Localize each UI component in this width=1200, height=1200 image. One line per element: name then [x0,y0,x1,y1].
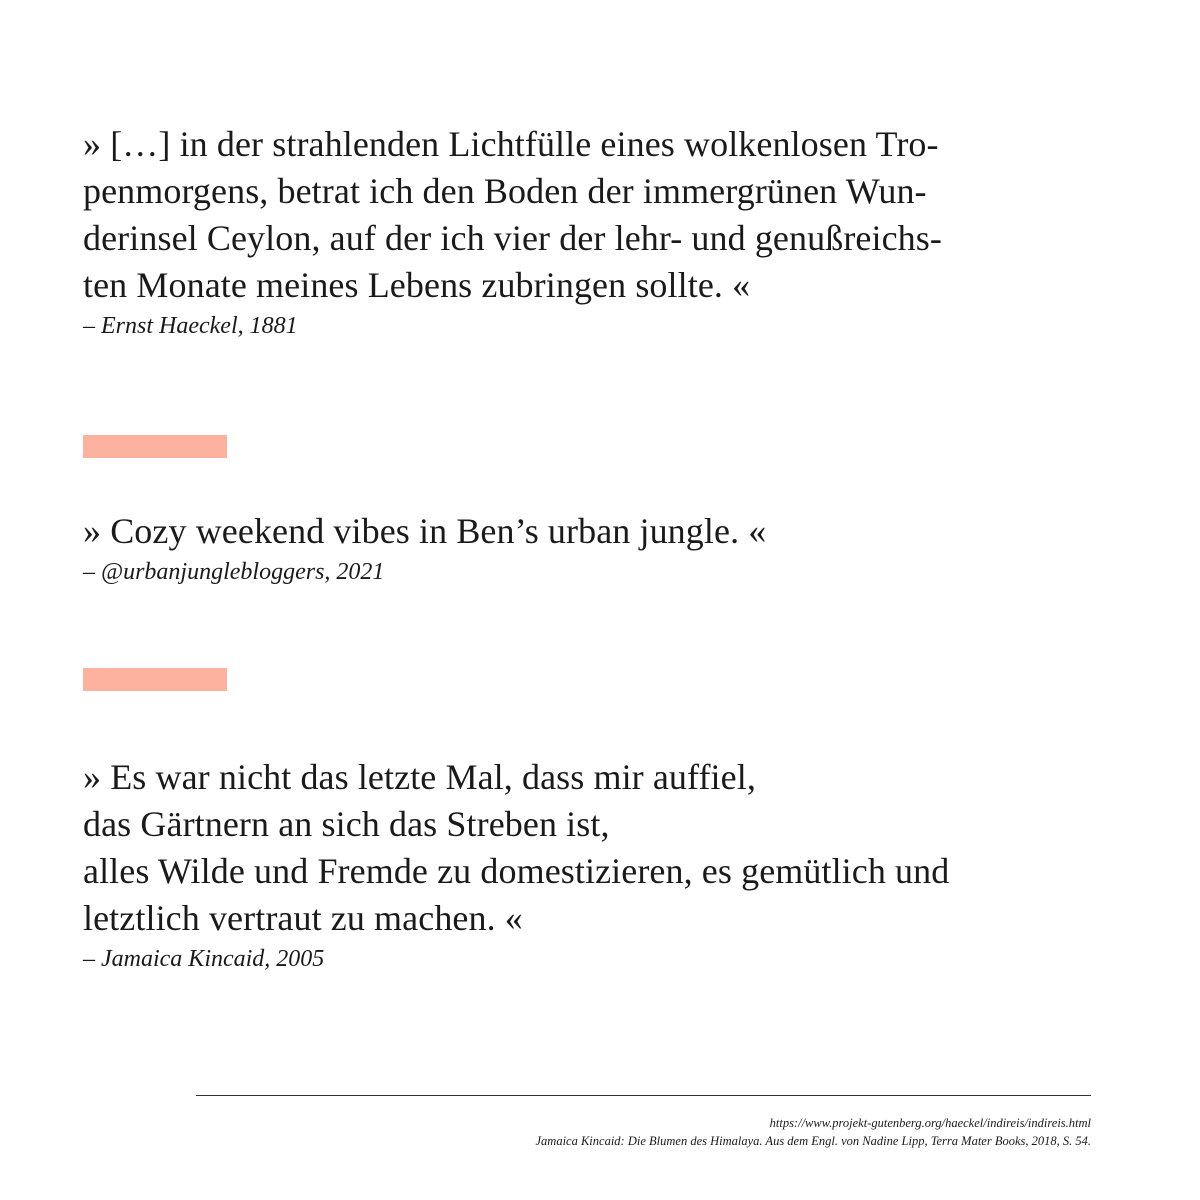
quote-line: derinsel Ceylon, auf der ich vier der lehr- und genußreichs- [83,218,942,258]
quote-line: das Gärtnern an sich das Streben ist, [83,804,610,844]
quote-line: penmorgens, betrat ich den Boden der immergrünen Wun- [83,171,927,211]
quote-attribution: – Ernst Haeckel, 1881 [83,313,298,339]
footer-divider-line [196,1095,1091,1096]
quote-haeckel [83,121,1123,341]
quote-line: alles Wilde und Fremde zu domestizieren, es gemütlich und [83,851,950,891]
quote-attribution: – Jamaica Kincaid, 2005 [83,946,325,972]
quote-line: ten Monate meines Lebens zubringen sollte. « [83,265,751,305]
quote-text [83,754,1123,942]
footnote-citation: Jamaica Kincaid: Die Blumen des Himalaya. Aus dem Engl. von Nadine Lipp, Terra Mater Books, 2018, S. 54. [535,1134,1091,1148]
quote-text [83,508,1123,555]
quote-line: letztlich vertraut zu machen. « [83,898,523,938]
footnotes [536,1114,1092,1150]
footnote-url[interactable]: https://www.projekt-gutenberg.org/haeckel/indireis/indireis.html [769,1116,1091,1130]
accent-divider [83,668,227,691]
quote-attribution: – @urbanjunglebloggers, 2021 [83,559,385,585]
quote-line: » […] in der strahlenden Lichtfülle eines wolkenlosen Tro- [83,124,939,164]
quote-kincaid [83,754,1123,974]
quote-urbanjungle [83,508,1123,587]
quote-line: » Es war nicht das letzte Mal, dass mir auffiel, [83,757,756,797]
quote-text [83,121,1123,309]
accent-divider [83,435,227,458]
quote-line: » Cozy weekend vibes in Ben’s urban jungle. « [83,511,767,551]
